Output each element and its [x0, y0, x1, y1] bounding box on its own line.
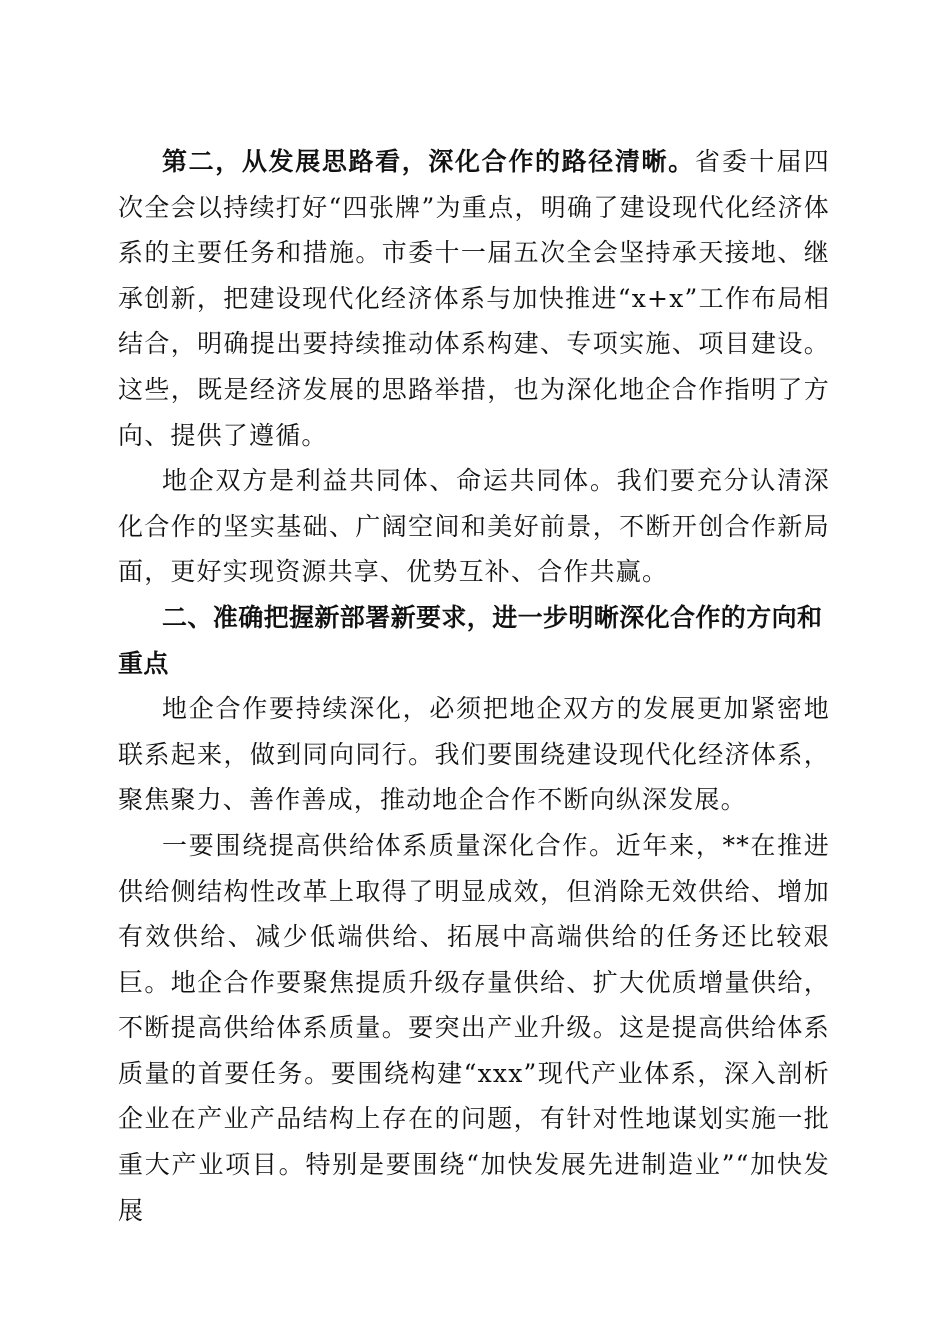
paragraph-lead: 第二，从发展思路看，深化合作的路径清晰。 [162, 147, 695, 176]
paragraph-deepen-cooperation: 地企合作要持续深化，必须把地企双方的发展更加紧密地联系起来，做到同向同行。我们要围绕建设现代化经济体系，聚焦聚力、善作善成，推动地企合作不断向纵深发展。 [118, 694, 830, 815]
section-heading: 二、准确把握新部署新要求，进一步明晰深化合作的方向和重点 [118, 602, 823, 678]
paragraph-supply-system: 一要围绕提高供给体系质量深化合作。近年来，**在推进供给侧结构性改革上取得了明显成效，但消除无效供给、增加有效供给、减少低端供给、拓展中高端供给的任务还比较艰巨。地企合作要聚焦提质升级存量供给、扩大优质增量供给，不断提高供给体系质量。要突出产业升级。这是提高供给体系质量的首要任务。要围绕构建“xxx”现代产业体系，深入剖析企业在产业产品结构上存在的问题，有针对性地谋划实施一批重大产业项目。特别是要围绕“加快发展先进制造业”“加快发展 [118, 830, 830, 1225]
document-body [118, 139, 830, 1233]
paragraph-development-approach [118, 139, 830, 458]
paragraph-community: 地企双方是利益共同体、命运共同体。我们要充分认清深化合作的坚实基础、广阔空间和美好前景，不断开创合作新局面，更好实现资源共享、优势互补、合作共赢。 [118, 466, 830, 587]
paragraph-text: 省委十届四次全会以持续打好“四张牌”为重点，明确了建设现代化经济体系的主要任务和措施。市委十一届五次全会坚持承天接地、继承创新，把建设现代化经济体系与加快推进“x+x”工作布局相结合，明确提出要持续推动体系构建、专项实施、项目建设。这些，既是经济发展的思路举措，也为深化地企合作指明了方向、提供了遵循。 [118, 147, 830, 450]
